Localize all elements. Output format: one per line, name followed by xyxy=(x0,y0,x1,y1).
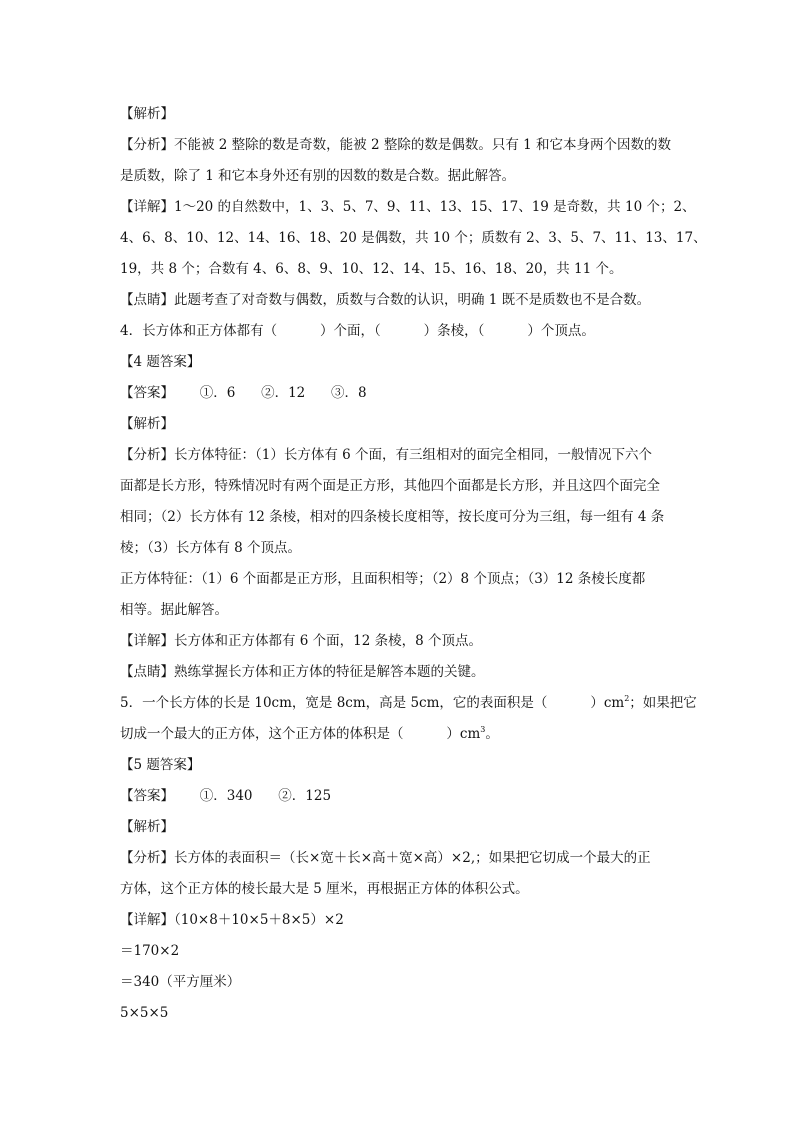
q4-answer: 【答案】 ①．6 ②．12 ③．8 xyxy=(120,385,367,401)
q5-question-line-2-text: 切成一个最大的正方体，这个正方体的体积是（ ）cm xyxy=(120,726,481,742)
q4-fenxi-line-2: 面都是长方形，特殊情况时有两个面是正方形，其他四个面都是长方形，并且这四个面完全 xyxy=(120,478,660,494)
q3-analysis-heading: 【解析】 xyxy=(120,106,174,122)
q5-analysis-heading: 【解析】 xyxy=(120,819,174,835)
q4-fenxi-line-1: 【分析】长方体特征：（1）长方体有 6 个面，有三组相对的面完全相同，一般情况下六个 xyxy=(120,447,653,463)
q3-fenxi-line-2: 是质数，除了 1 和它本身外还有别的因数的数是合数。据此解答。 xyxy=(120,168,516,184)
q5-superscript-3: 3 xyxy=(480,725,486,734)
q3-fenxi-line-1: 【分析】不能被 2 整除的数是奇数，能被 2 整除的数是偶数。只有 1 和它本身两个因数的数 xyxy=(120,137,672,153)
q4-question: 4．长方体和正方体都有（ ）个面，（ ）条棱，（ ）个顶点。 xyxy=(120,323,595,339)
q5-superscript-2: 2 xyxy=(624,694,630,703)
q4-fenxi-line-6: 相等。据此解答。 xyxy=(120,602,228,618)
q5-question-line-2-tail: 。 xyxy=(485,726,499,742)
q4-fenxi-line-5: 正方体特征：（1）6 个面都是正方形，且面积相等；（2）8 个顶点；（3）12 条棱长度都 xyxy=(120,571,646,587)
q3-xiangjie-line-1: 【详解】1～20 的自然数中，1、3、5、7、9、11、13、15、17、19 是奇数，共 10 个；2、 xyxy=(120,199,696,215)
q3-xiangjie-line-3: 19，共 8 个；合数有 4、6、8、9、10、12、14、15、16、18、20，共 11 个。 xyxy=(120,261,623,277)
q5-question-line-2 xyxy=(120,719,680,750)
q5-xiangjie-line-3: ＝340（平方厘米） xyxy=(120,974,241,990)
q5-question-line-1-text: 5．一个长方体的长是 10cm，宽是 8cm，高是 5cm，它的表面积是（ ）cm xyxy=(120,695,625,711)
q5-xiangjie-line-1: 【详解】（10×8＋10×5＋8×5）×2 xyxy=(120,912,344,928)
q5-answer-heading: 【5 题答案】 xyxy=(120,757,201,773)
q4-answer-heading: 【4 题答案】 xyxy=(120,354,201,370)
q5-question-line-1-tail: ；如果把它 xyxy=(629,695,697,711)
q5-fenxi-line-2: 方体，这个正方体的棱长最大是 5 厘米，再根据正方体的体积公式。 xyxy=(120,881,529,897)
q5-question-line-1 xyxy=(120,688,697,719)
q3-xiangjie-line-2: 4、6、8、10、12、14、16、18、20 是偶数，共 10 个；质数有 2、3、5、7、11、13、17、 xyxy=(120,230,707,246)
q5-xiangjie-line-4: 5×5×5 xyxy=(120,1005,169,1021)
q4-analysis-heading: 【解析】 xyxy=(120,416,174,432)
q5-xiangjie-line-2: ＝170×2 xyxy=(120,943,180,959)
q4-dianjing: 【点睛】熟练掌握长方体和正方体的特征是解答本题的关键。 xyxy=(120,664,485,680)
q5-fenxi-line-1: 【分析】长方体的表面积＝（长×宽＋长×高＋宽×高）×2,；如果把它切成一个最大的正 xyxy=(120,850,651,866)
q4-fenxi-line-3: 相同；（2）长方体有 12 条棱，相对的四条棱长度相等，按长度可分为三组，每一组有 4 条 xyxy=(120,509,665,525)
q4-fenxi-line-4: 棱；（3）长方体有 8 个顶点。 xyxy=(120,540,302,556)
q4-xiangjie: 【详解】长方体和正方体都有 6 个面，12 条棱，8 个顶点。 xyxy=(120,633,483,649)
q5-answer: 【答案】 ①．340 ②．125 xyxy=(120,788,332,804)
document-content xyxy=(120,99,707,1029)
q3-dianjing: 【点睛】此题考查了对奇数与偶数，质数与合数的认识，明确 1 既不是质数也不是合数。 xyxy=(120,292,651,308)
